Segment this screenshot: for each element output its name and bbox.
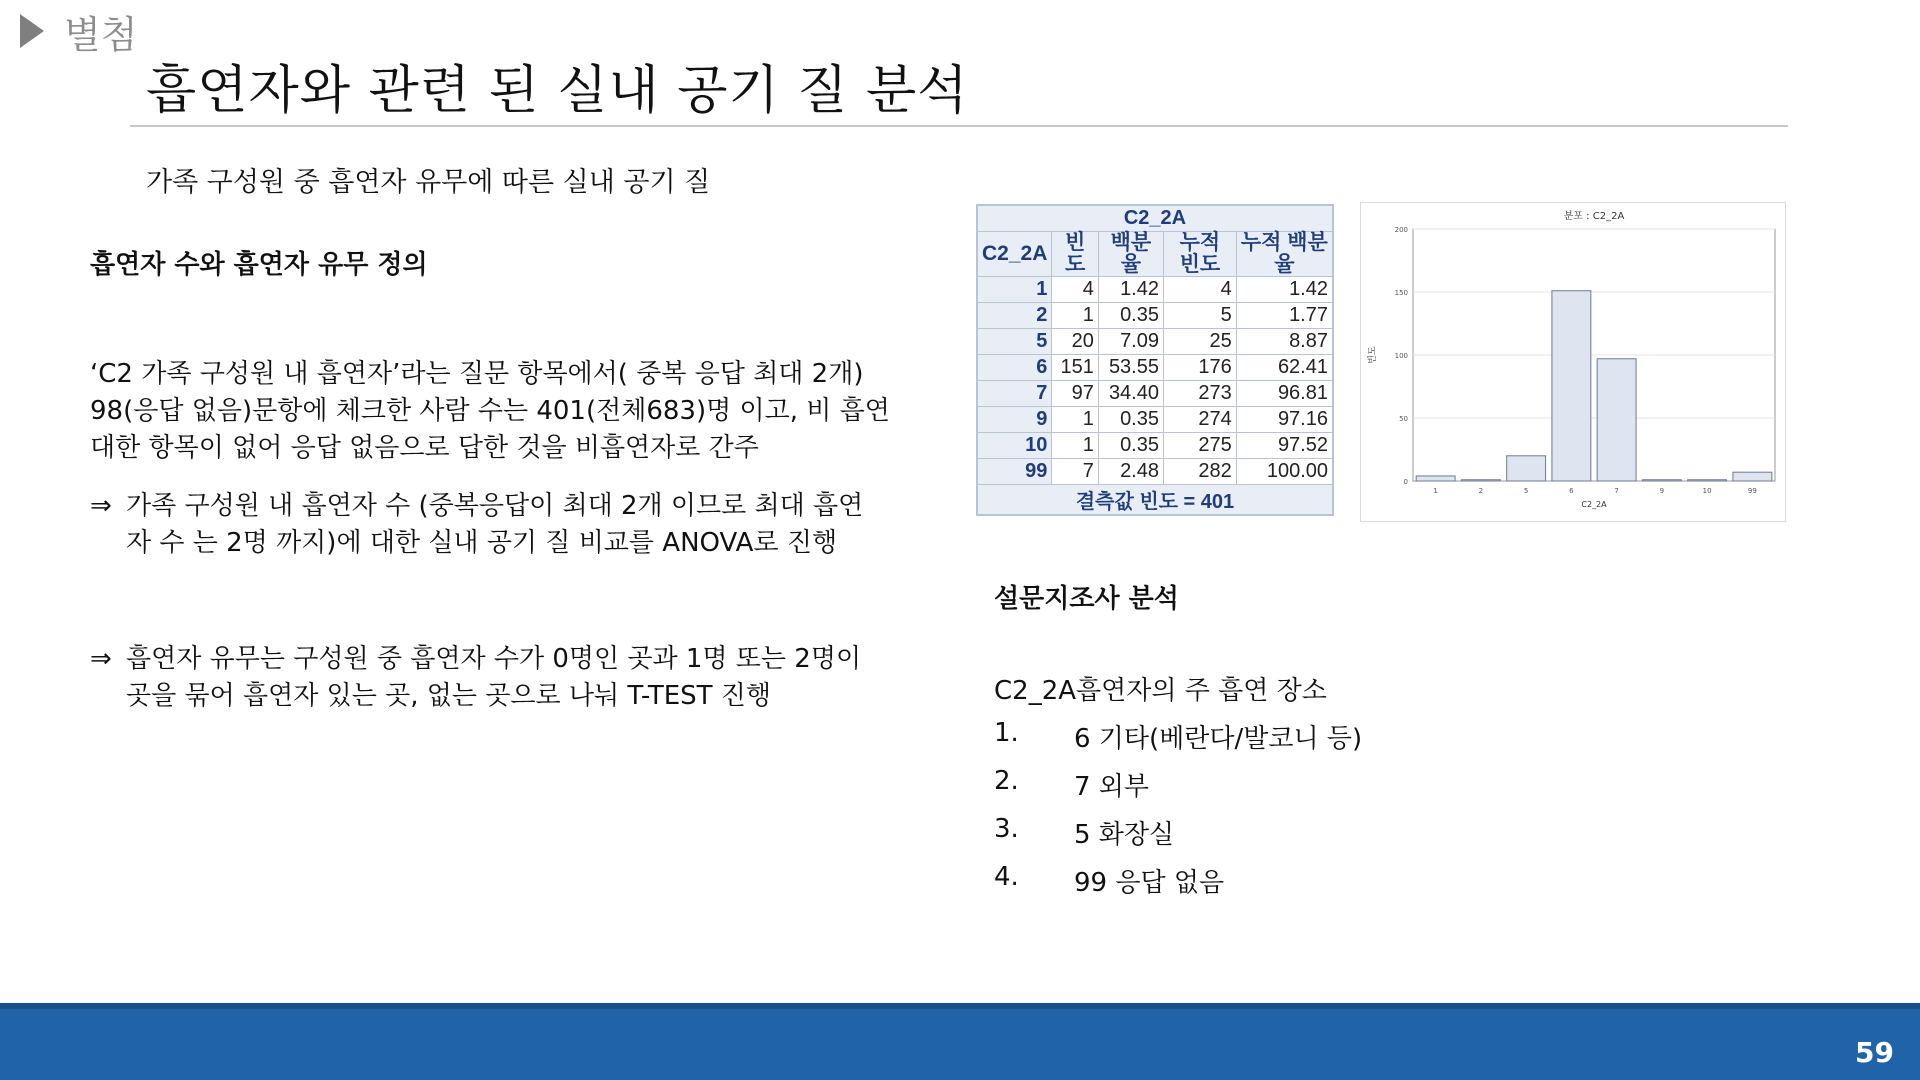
list-number: 2. <box>994 766 1019 796</box>
table-cell: 273 <box>1164 381 1237 407</box>
definition-paragraph <box>90 356 890 467</box>
table-row <box>978 459 1333 485</box>
frequency-table <box>976 204 1334 516</box>
section-label: 별첨 <box>64 13 138 57</box>
footer-bar <box>0 1003 1920 1080</box>
table-cell: 5 <box>978 329 1052 355</box>
bullet-anova <box>90 488 920 562</box>
bullet-ttest <box>90 641 920 715</box>
chart-title: 분포 : C2_2A <box>1563 211 1625 222</box>
table-cell: 176 <box>1164 355 1237 381</box>
table-cell: 1 <box>1052 407 1098 433</box>
table-cell: 100.00 <box>1236 459 1332 485</box>
x-tick-label: 5 <box>1523 487 1529 495</box>
x-tick-label: 7 <box>1614 487 1619 495</box>
page-subtitle: 가족 구성원 중 흡연자 유무에 따른 실내 공기 질 <box>146 167 711 198</box>
table-cell: 62.41 <box>1236 355 1332 381</box>
table-header: 백분율 <box>1098 232 1163 277</box>
paragraph-line: ‘C2 가족 구성원 내 흡연자’라는 질문 항목에서( 중복 응답 최대 2개) <box>90 359 864 389</box>
histogram-chart <box>1360 202 1786 522</box>
table-cell: 20 <box>1052 329 1098 355</box>
y-tick-label: 100 <box>1394 352 1408 360</box>
table-cell: 275 <box>1164 433 1237 459</box>
table-cell: 0.35 <box>1098 407 1163 433</box>
table-row <box>978 277 1333 303</box>
table-cell: 5 <box>1164 303 1237 329</box>
list-item <box>994 766 1149 803</box>
y-tick-label: 200 <box>1394 226 1408 234</box>
paragraph-line: 대한 항목이 없어 응답 없음으로 답한 것을 비흡연자로 간주 <box>90 433 759 463</box>
x-tick-label: 6 <box>1569 487 1574 495</box>
list-item <box>994 718 1362 755</box>
x-tick-label: 1 <box>1433 487 1438 495</box>
table-cell: 53.55 <box>1098 355 1163 381</box>
bullet-line: 자 수 는 2명 까지)에 대한 실내 공기 질 비교를 ANOVA로 진행 <box>126 528 838 558</box>
section-arrow-icon <box>20 14 44 48</box>
table-cell: 7 <box>978 381 1052 407</box>
table-header: 누적 빈도 <box>1164 232 1237 277</box>
table-row <box>978 407 1333 433</box>
x-tick-label: 9 <box>1659 487 1665 495</box>
table-cell: 25 <box>1164 329 1237 355</box>
title-divider <box>130 125 1788 127</box>
location-title: C2_2A흡연자의 주 흡연 장소 <box>994 676 1327 706</box>
table-cell: 97 <box>1052 381 1098 407</box>
y-tick-label: 0 <box>1403 478 1408 486</box>
table-cell: 97.52 <box>1236 433 1332 459</box>
histogram-bar <box>1552 291 1591 481</box>
table-cell: 1 <box>1052 433 1098 459</box>
table-cell: 151 <box>1052 355 1098 381</box>
histogram-bar <box>1507 456 1546 481</box>
list-item <box>994 814 1174 851</box>
table-cell: 274 <box>1164 407 1237 433</box>
histogram-bar <box>1688 480 1727 481</box>
y-axis-label: 빈도 <box>1368 346 1378 364</box>
list-item <box>994 862 1224 899</box>
list-text: 5 화장실 <box>1074 820 1175 850</box>
histogram-bar <box>1642 480 1681 481</box>
x-tick-label: 2 <box>1478 487 1484 495</box>
table-cell: 2 <box>978 303 1052 329</box>
table-cell: 1 <box>1052 303 1098 329</box>
table-cell: 1 <box>978 277 1052 303</box>
table-cell: 2.48 <box>1098 459 1163 485</box>
table-row <box>978 381 1333 407</box>
bullet-line: 곳을 묶어 흡연자 있는 곳, 없는 곳으로 나눠 T-TEST 진행 <box>126 681 772 711</box>
table-cell: 1.77 <box>1236 303 1332 329</box>
bullet-line: 흡연자 유무는 구성원 중 흡연자 수가 0명인 곳과 1명 또는 2명이 <box>126 644 862 674</box>
table-cell: 6 <box>978 355 1052 381</box>
table-cell: 1.42 <box>1098 277 1163 303</box>
table-cell: 4 <box>1052 277 1098 303</box>
implies-arrow-icon: ⇒ <box>90 644 112 674</box>
histogram-bar <box>1597 359 1636 481</box>
table-cell: 99 <box>978 459 1052 485</box>
list-text: 6 기타(베란다/발코니 등) <box>1074 724 1363 754</box>
list-number: 3. <box>994 814 1019 844</box>
list-text: 99 응답 없음 <box>1074 868 1225 898</box>
survey-heading: 설문지조사 분석 <box>994 584 1179 614</box>
table-header: C2_2A <box>978 232 1052 277</box>
histogram-bar <box>1461 480 1500 481</box>
table-row <box>978 303 1333 329</box>
list-number: 1. <box>994 718 1019 748</box>
table-cell: 9 <box>978 407 1052 433</box>
table-cell: 34.40 <box>1098 381 1163 407</box>
table-cell: 97.16 <box>1236 407 1332 433</box>
table-header: 누적 백분율 <box>1236 232 1332 277</box>
table-cell: 0.35 <box>1098 303 1163 329</box>
table-row <box>978 433 1333 459</box>
histogram-bar <box>1733 472 1772 481</box>
paragraph-line: 98(응답 없음)문항에 체크한 사람 수는 401(전체683)명 이고, 비 흡연 <box>90 396 890 426</box>
implies-arrow-icon: ⇒ <box>90 491 112 521</box>
table-cell: 282 <box>1164 459 1237 485</box>
table-cell: 96.81 <box>1236 381 1332 407</box>
x-axis-label: C2_2A <box>1581 500 1607 509</box>
y-tick-label: 50 <box>1399 415 1408 423</box>
table-footer: 결측값 빈도 = 401 <box>978 485 1333 515</box>
histogram-svg <box>1361 203 1785 521</box>
x-tick-label: 10 <box>1702 487 1712 495</box>
list-text: 7 외부 <box>1074 772 1150 802</box>
x-tick-label: 99 <box>1747 487 1757 495</box>
list-number: 4. <box>994 862 1019 892</box>
bullet-line: 가족 구성원 내 흡연자 수 (중복응답이 최대 2개 이므로 최대 흡연 <box>126 491 864 521</box>
table-caption: C2_2A <box>978 206 1333 232</box>
table-cell: 10 <box>978 433 1052 459</box>
table-cell: 0.35 <box>1098 433 1163 459</box>
page-title: 흡연자와 관련 된 실내 공기 질 분석 <box>146 61 969 121</box>
page-number: 59 <box>1855 1036 1894 1069</box>
definition-heading: 흡연자 수와 흡연자 유무 정의 <box>90 250 428 280</box>
table-cell: 4 <box>1164 277 1237 303</box>
table-header: 빈도 <box>1052 232 1098 277</box>
y-tick-label: 150 <box>1394 289 1408 297</box>
table-cell: 8.87 <box>1236 329 1332 355</box>
table-row <box>978 329 1333 355</box>
table-cell: 7.09 <box>1098 329 1163 355</box>
table-cell: 1.42 <box>1236 277 1332 303</box>
table-row <box>978 355 1333 381</box>
table-cell: 7 <box>1052 459 1098 485</box>
histogram-bar <box>1416 476 1455 481</box>
